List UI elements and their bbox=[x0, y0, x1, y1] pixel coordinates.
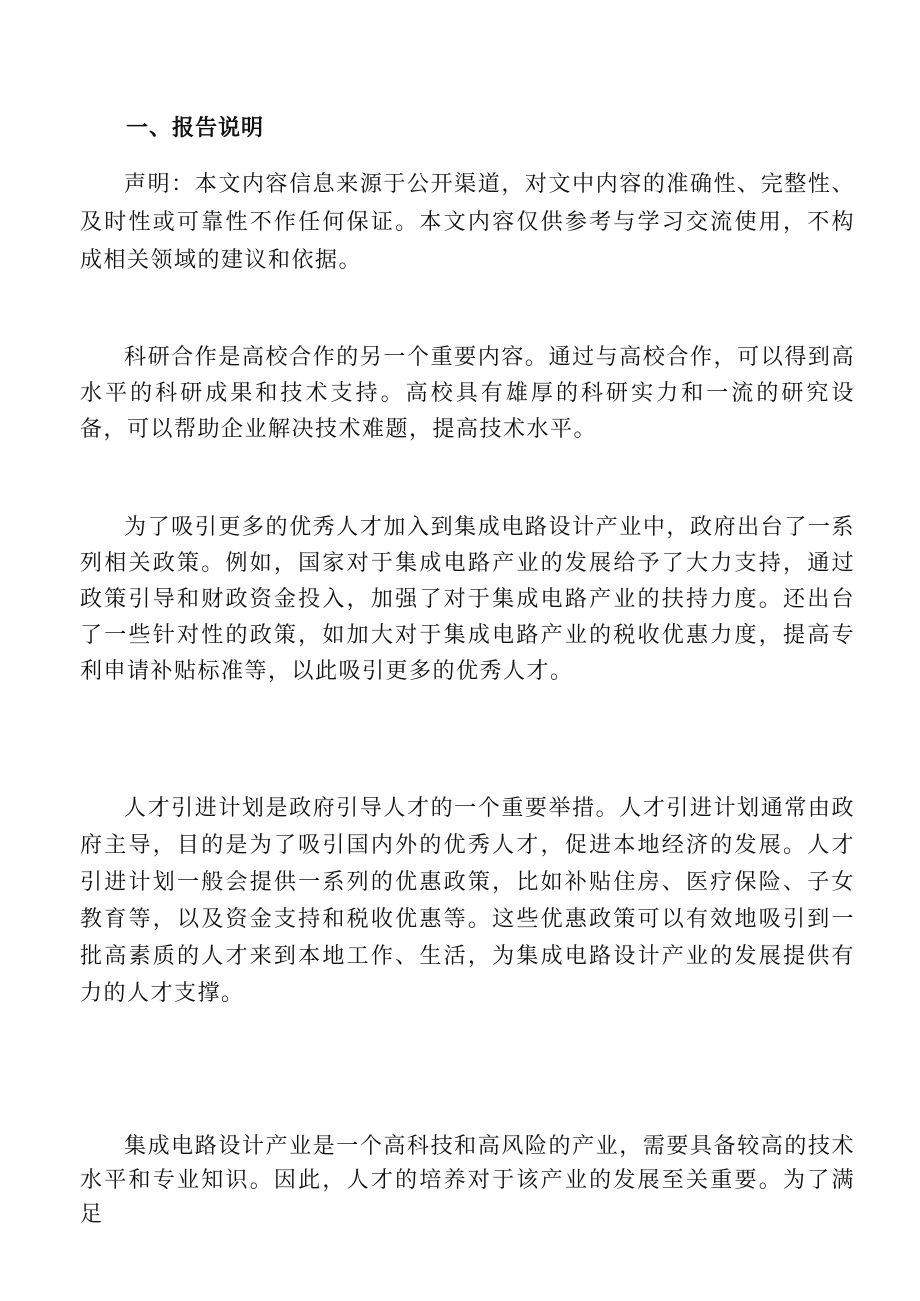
research-cooperation-paragraph: 科研合作是高校合作的另一个重要内容。通过与高校合作，可以得到高水平的科研成果和技术支持。高校具有雄厚的科研实力和一流的研究设备，可以帮助企业解决技术难题，提高技术水平。 bbox=[80, 345, 855, 442]
section-heading: 一、报告说明 bbox=[126, 115, 265, 141]
talent-program-paragraph: 人才引进计划是政府引导人才的一个重要举措。人才引进计划通常由政府主导，目的是为了吸引国内外的优秀人才，促进本地经济的发展。人才引进计划一般会提供一系列的优惠政策，比如补贴住房、医疗保险、子女教育等，以及资金支持和税收优惠等。这些优惠政策可以有效地吸引到一批高素质的人才来到本地工作、生活，为集成电路设计产业的发展提供有力的人才支撑。 bbox=[80, 796, 855, 1006]
policy-paragraph: 为了吸引更多的优秀人才加入到集成电路设计产业中，政府出台了一系列相关政策。例如，国家对于集成电路产业的发展给予了大力支持，通过政策引导和财政资金投入，加强了对于集成电路产业的扶持力度。还出台了一些针对性的政策，如加大对于集成电路产业的税收优惠力度，提高专利申请补贴标准等，以此吸引更多的优秀人才。 bbox=[80, 515, 855, 684]
talent-cultivation-paragraph: 集成电路设计产业是一个高科技和高风险的产业，需要具备较高的技术水平和专业知识。因此，人才的培养对于该产业的发展至关重要。为了满足 bbox=[80, 1134, 855, 1227]
disclaimer-paragraph: 声明：本文内容信息来源于公开渠道，对文中内容的准确性、完整性、及时性或可靠性不作任何保证。本文内容仅供参考与学习交流使用，不构成相关领域的建议和依据。 bbox=[80, 172, 855, 273]
